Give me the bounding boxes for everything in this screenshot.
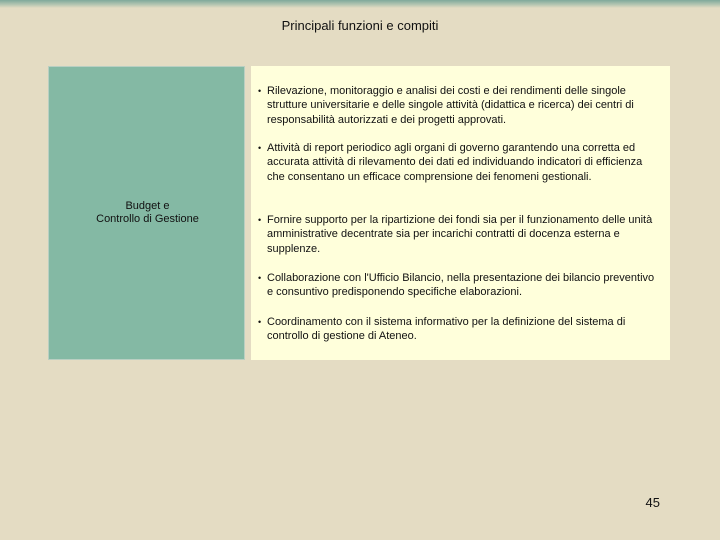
bullet-item-periodic-report <box>258 141 660 184</box>
section-label-line-2: Controllo di Gestione <box>96 213 199 225</box>
bullet-marker: • <box>258 143 262 153</box>
bullet-text: Fornire supporto per la ripartizione dei fondi sia per il funzionamento delle unità amministrative decentrate sia per incarichi contratti di docenza esterna e supplenze. <box>267 214 653 255</box>
page-number: 45 <box>645 495 660 510</box>
bullet-text: Coordinamento con il sistema informativo per la definizione del sistema di controllo di gestione di Ateneo. <box>267 316 626 343</box>
top-decorative-band <box>0 0 720 8</box>
bullet-list-panel <box>251 66 670 360</box>
bullet-marker: • <box>258 273 262 283</box>
section-label-line-1: Budget e <box>125 200 170 212</box>
bullet-item-funds-support <box>258 213 660 256</box>
bullet-marker: • <box>258 215 262 225</box>
bullet-text: Attività di report periodico agli organi di governo garantendo una corretta ed accurata attività di rilevamento dei dati ed individuando indicatori di efficienza che consentano un efficace comprensione dei fenomeni gestionali. <box>267 142 643 183</box>
bullet-marker: • <box>258 86 262 96</box>
slide-title: Principali funzioni e compiti <box>281 18 439 33</box>
bullet-item-costs-analysis <box>258 84 660 127</box>
bullet-text: Collaborazione con l'Ufficio Bilancio, nella presentazione dei bilancio preventivo e consuntivo predisponendo specifiche elaborazioni. <box>267 272 655 299</box>
section-label-panel <box>48 66 245 360</box>
section-label <box>49 200 246 226</box>
bullet-text: Rilevazione, monitoraggio e analisi dei costi e dei rendimenti delle singole strutture universitarie e delle singole attività (didattica e ricerca) dei centri di responsabilità autorizzati e dei progetti approvati. <box>267 85 634 126</box>
bullet-marker: • <box>258 317 262 327</box>
bullet-item-budget-office <box>258 271 660 300</box>
bullet-item-information-system <box>258 315 660 344</box>
